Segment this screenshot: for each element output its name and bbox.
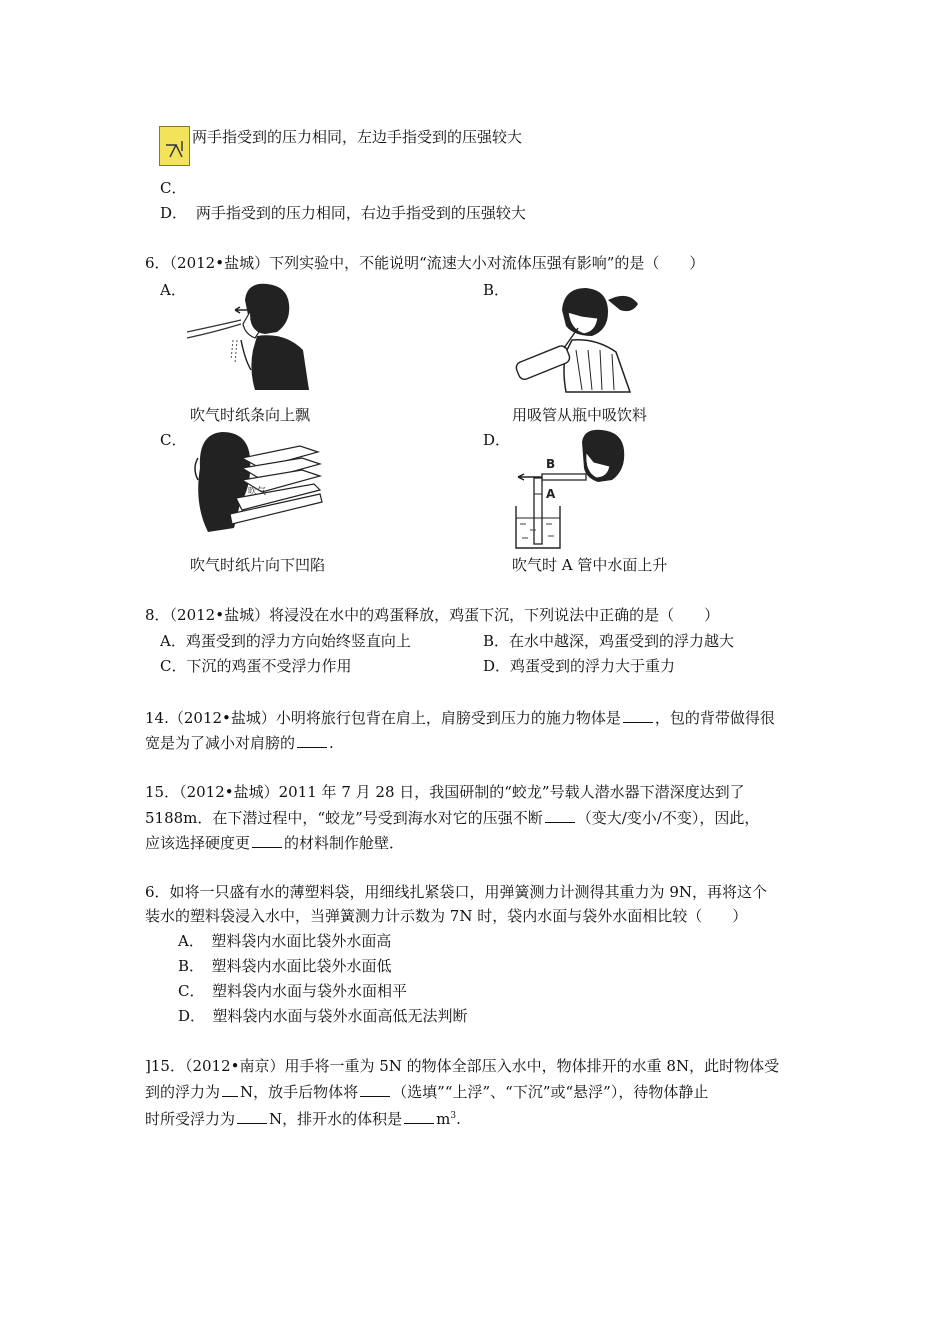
q14-line1-a: 14.（2012•盐城）小明将旅行包背在肩上，肩膀受到压力的施力物体是 <box>145 709 621 727</box>
q15-blank-2[interactable] <box>252 832 282 848</box>
q15-line2-b: （变大/变小/不变），因此， <box>576 809 760 827</box>
q14-blank-1[interactable] <box>623 707 653 723</box>
q15b-line3-b: N，排开水的体积是 <box>269 1110 403 1128</box>
image-placeholder-stamp <box>159 126 190 166</box>
q6b-option-d: D． 塑料袋内水面与袋外水面高低无法判断 <box>178 1007 468 1025</box>
q6b-line-2: 装水的塑料袋浸入水中，当弹簧测力计示数为 7N 时，袋内水面与袋外水面相比较（ ） <box>145 907 748 925</box>
q6-option-b-label: B． <box>483 281 510 299</box>
q15b-blank-2[interactable] <box>360 1081 390 1097</box>
figure-blowing-paper-strip <box>185 280 315 395</box>
q6-option-b-caption: 用吸管从瓶中吸饮料 <box>512 406 648 424</box>
q5-option-d-text: 两手指受到的压力相同，右边手指受到的压强较大 <box>195 204 526 222</box>
q6b-option-b: B． 塑料袋内水面比袋外水面低 <box>178 957 392 975</box>
q15b-line-3 <box>145 1106 461 1129</box>
q15-line3-b: 的材料制作舱壁． <box>284 834 405 852</box>
fig-d-label-b: B <box>546 457 556 471</box>
q6b-option-a: A． 塑料袋内水面比袋外水面高 <box>178 932 392 950</box>
fig-c-blow-text: 吹气 <box>248 487 267 497</box>
q8-option-d: D．鸡蛋受到的浮力大于重力 <box>483 657 676 675</box>
q15-line-2 <box>145 807 759 828</box>
q15b-blank-1[interactable] <box>222 1081 238 1097</box>
q5-option-d <box>160 203 526 223</box>
q8-option-b: B．在水中越深，鸡蛋受到的浮力越大 <box>483 632 735 650</box>
q14-blank-2[interactable] <box>297 732 327 748</box>
q15b-line3-d: . <box>456 1110 461 1128</box>
q6-option-c-label: C． <box>160 431 187 449</box>
q15-blank-1[interactable] <box>545 807 575 823</box>
q15-line2-a: 5188m．在下潜过程中，“蛟龙”号受到海水对它的压强不断 <box>145 809 543 827</box>
q15b-unit-exponent: 3 <box>450 1111 457 1121</box>
q14-line-1 <box>145 707 775 728</box>
q8-option-a: A．鸡蛋受到的浮力方向始终竖直向上 <box>160 632 411 650</box>
q5-option-c-text: 两手指受到的压力相同，左边手指受到的压强较大 <box>192 128 523 146</box>
q6-option-c-caption: 吹气时纸片向下凹陷 <box>190 556 326 574</box>
q6b-line-1: 6．如将一只盛有水的薄塑料袋，用细线扎紧袋口，用弹簧测力计测得其重力为 9N，再将这个 <box>145 883 767 901</box>
q6-stem: 6．（2012•盐城）下列实验中，不能说明“流速大小对流体压强有影响”的是（ ） <box>145 254 705 272</box>
q15b-line2-a: 到的浮力为 <box>145 1083 221 1101</box>
q5-option-d-label: D． <box>160 204 188 222</box>
q15b-blank-4[interactable] <box>404 1108 434 1124</box>
q15b-blank-3[interactable] <box>237 1108 267 1124</box>
q15b-line3-a: 时所受浮力为 <box>145 1110 236 1128</box>
q15-line-1: 15．（2012•盐城）2011 年 7 月 28 日，我国研制的“蛟龙”号载人潜水器下潜深度达到了 <box>145 783 745 801</box>
q15-line3-a: 应该选择硬度更 <box>145 834 251 852</box>
figure-blowing-under-paper <box>190 428 325 538</box>
q8-option-c: C．下沉的鸡蛋不受浮力作用 <box>160 657 352 675</box>
figure-blowing-over-tube <box>512 428 637 553</box>
q15-line-3 <box>145 832 404 853</box>
q6b-option-c: C． 塑料袋内水面与袋外水面相平 <box>178 982 407 1000</box>
figure-drinking-with-straw <box>512 280 657 395</box>
q8-stem: 8．（2012•盐城）将浸没在水中的鸡蛋释放，鸡蛋下沉，下列说法中正确的是（ ） <box>145 606 720 624</box>
q5-option-c-label: C． <box>160 179 187 197</box>
q6-option-d-label: D． <box>483 431 511 449</box>
q14-line1-b: ，包的背带做得很 <box>654 709 775 727</box>
q15b-line-2 <box>145 1081 708 1102</box>
q6-option-a-label: A． <box>160 281 186 299</box>
q14-line-2 <box>145 732 334 753</box>
q14-line2-b: . <box>329 734 334 752</box>
q15b-line2-b: N，放手后物体将 <box>240 1083 359 1101</box>
q6-option-a-caption: 吹气时纸条向上飘 <box>190 406 311 424</box>
q15b-line-1: ]15．（2012•南京）用手将一重为 5N 的物体全部压入水中，物体排开的水重 8N，此时物体受 <box>145 1057 780 1075</box>
arrow-glyph-icon <box>160 127 189 165</box>
q15b-unit: m <box>436 1110 451 1128</box>
fig-d-label-a: A <box>546 487 556 501</box>
q15b-line2-c: （选填”“上浮”、“下沉”或“悬浮”），待物体静止 <box>392 1083 709 1101</box>
q14-line2-a: 宽是为了减小对肩膀的 <box>145 734 296 752</box>
q6-option-d-caption: 吹气时 A 管中水面上升 <box>512 556 668 574</box>
